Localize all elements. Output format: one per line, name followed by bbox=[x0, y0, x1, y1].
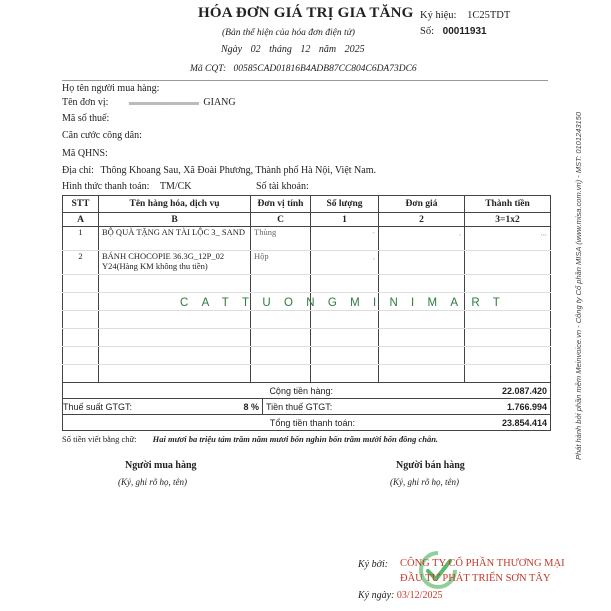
invoice-title: HÓA ĐƠN GIÁ TRỊ GIA TĂNG bbox=[198, 5, 414, 21]
buyer-address bbox=[62, 165, 376, 176]
vat-rate-value: 8 % bbox=[243, 401, 259, 412]
totals-table bbox=[62, 382, 551, 431]
row-stt: 1 bbox=[63, 227, 99, 251]
row-qty-redacted: , bbox=[311, 251, 379, 275]
buyer-unit-redacted: ▬▬▬▬▬▬▬ bbox=[128, 97, 199, 108]
subtotal-value: 22.087.420 bbox=[501, 385, 548, 396]
table-row bbox=[63, 227, 551, 251]
date-month: 12 bbox=[300, 44, 311, 55]
invoice-number bbox=[420, 26, 487, 37]
words-value: Hai mươi ba triệu tám trăm năm mươi bốn nghìn bốn trăm mười bốn đồng chẵn. bbox=[152, 434, 439, 444]
kyhieu-label: Ký hiệu: bbox=[420, 10, 457, 21]
table-row bbox=[63, 251, 551, 275]
letter-c: C bbox=[251, 213, 311, 227]
table-row-empty bbox=[63, 347, 551, 365]
date-thang-label: tháng bbox=[269, 44, 292, 55]
signed-date-label: Ký ngày: bbox=[358, 590, 395, 601]
mcqt-label: Mã CQT: bbox=[190, 64, 227, 74]
kyhieu-value: 1C25TDT bbox=[467, 10, 511, 21]
total-value: 23.854.414 bbox=[501, 417, 548, 428]
words-label: Số tiền viết bằng chữ: bbox=[62, 434, 137, 444]
table-letter-row bbox=[63, 213, 551, 227]
date-year: 2025 bbox=[344, 44, 365, 55]
table-row-empty bbox=[63, 365, 551, 383]
table-row-empty bbox=[63, 311, 551, 329]
vat-row bbox=[63, 399, 551, 415]
so-value: 00011931 bbox=[442, 26, 487, 37]
letter-3: 3=1x2 bbox=[465, 213, 551, 227]
so-label: Số: bbox=[420, 26, 435, 37]
signed-date-value: 03/12/2025 bbox=[396, 590, 443, 601]
items-table bbox=[62, 195, 551, 383]
subtotal-label: Cộng tiền hàng: bbox=[269, 385, 333, 396]
table-header-row bbox=[63, 196, 551, 213]
seller-company bbox=[400, 556, 565, 586]
account-label: Số tài khoản: bbox=[256, 181, 309, 192]
vat-label: Tiền thuế GTGT: bbox=[266, 401, 333, 412]
row-unit: Hộp bbox=[251, 251, 311, 275]
letter-1: 1 bbox=[311, 213, 379, 227]
table-row-empty bbox=[63, 329, 551, 347]
seller-sign-title: Người bán hàng bbox=[396, 460, 465, 471]
kyhieu bbox=[420, 10, 510, 21]
buyer-address-value: Thông Khoang Sau, Xã Đoài Phương, Thành phố Hà Nội, Việt Nam. bbox=[100, 165, 376, 176]
total-row bbox=[63, 415, 551, 431]
letter-a: A bbox=[63, 213, 99, 227]
table-row-empty bbox=[63, 275, 551, 293]
col-unit: Đơn vị tính bbox=[251, 196, 311, 213]
row-name: BỘ QUÀ TẶNG AN TÀI LỘC 3_ SAND bbox=[99, 227, 251, 251]
buyer-unit-value: GIANG bbox=[203, 97, 236, 108]
mcqt-code bbox=[190, 64, 417, 74]
buyer-id-label: Căn cước công dân: bbox=[62, 130, 142, 141]
invoice-date bbox=[218, 44, 368, 55]
invoice-subtitle: (Bản thể hiện của hóa đơn điện tử) bbox=[222, 28, 355, 38]
company-line-1: CÔNG TY CỔ PHẦN THƯƠNG MẠI bbox=[400, 558, 565, 569]
software-side-note: Phát hành bởi phần mềm Meinvoice.vn - Công ty Cổ phần MISA (www.misa.com.vn) - MST: 0101243150 bbox=[574, 111, 583, 460]
buyer-qhns-label: Mã QHNS: bbox=[62, 148, 108, 159]
buyer-name-label: Họ tên người mua hàng: bbox=[62, 83, 160, 94]
col-name: Tên hàng hóa, dịch vụ bbox=[99, 196, 251, 213]
row-price-redacted bbox=[379, 251, 465, 275]
row-stt: 2 bbox=[63, 251, 99, 275]
date-ngay-label: Ngày bbox=[221, 44, 243, 55]
row-qty-redacted: - bbox=[311, 227, 379, 251]
buyer-sign-title: Người mua hàng bbox=[125, 460, 197, 471]
buyer-sign-note: (Ký, ghi rõ họ, tên) bbox=[118, 477, 187, 487]
buyer-address-label: Địa chỉ: bbox=[62, 165, 94, 176]
col-amount: Thành tiền bbox=[465, 196, 551, 213]
buyer-tax-label: Mã số thuế: bbox=[62, 113, 110, 124]
col-stt: STT bbox=[63, 196, 99, 213]
total-label: Tổng tiền thanh toán: bbox=[269, 417, 355, 428]
buyer-id bbox=[62, 130, 142, 141]
buyer-unit-label: Tên đơn vị: bbox=[62, 97, 109, 108]
row-unit: Thùng bbox=[251, 227, 311, 251]
payment-value: TM/CK bbox=[159, 181, 192, 192]
subtotal-row bbox=[63, 383, 551, 399]
amount-in-words bbox=[62, 434, 438, 444]
buyer-tax bbox=[62, 113, 109, 124]
vat-value: 1.766.994 bbox=[506, 401, 548, 412]
payment-method bbox=[62, 181, 192, 192]
letter-b: B bbox=[99, 213, 251, 227]
row-amount-redacted bbox=[465, 251, 551, 275]
row-amount-redacted: ,,, bbox=[465, 227, 551, 251]
col-qty: Số lượng bbox=[311, 196, 379, 213]
account-number bbox=[256, 181, 309, 192]
buyer-name bbox=[62, 83, 159, 94]
seller-sign-note: (Ký, ghi rõ họ, tên) bbox=[390, 477, 459, 487]
date-day: 02 bbox=[250, 44, 261, 55]
company-line-2: ĐẦU TƯ PHÁT TRIỂN SƠN TÂY bbox=[400, 573, 551, 584]
vat-rate-label: Thuế suất GTGT: bbox=[63, 401, 133, 412]
mcqt-value: 00585CAD01816B4ADB87CC804C6DA73DC6 bbox=[233, 64, 417, 74]
buyer-qhns bbox=[62, 148, 108, 159]
header-divider bbox=[62, 80, 548, 81]
store-watermark: CATTUONGMINIMART bbox=[180, 297, 514, 309]
row-name: BÁNH CHOCOPIE 36.3G_12P_02 Y24(Hàng KM không thu tiền) bbox=[99, 251, 251, 275]
col-price: Đơn giá bbox=[379, 196, 465, 213]
signed-by-label: Ký bởi: bbox=[358, 559, 389, 570]
payment-label: Hình thức thanh toán: bbox=[62, 181, 150, 192]
row-price-redacted: , bbox=[379, 227, 465, 251]
date-nam-label: năm bbox=[318, 44, 337, 55]
signed-date bbox=[358, 590, 442, 601]
buyer-unit bbox=[62, 97, 236, 108]
letter-2: 2 bbox=[379, 213, 465, 227]
